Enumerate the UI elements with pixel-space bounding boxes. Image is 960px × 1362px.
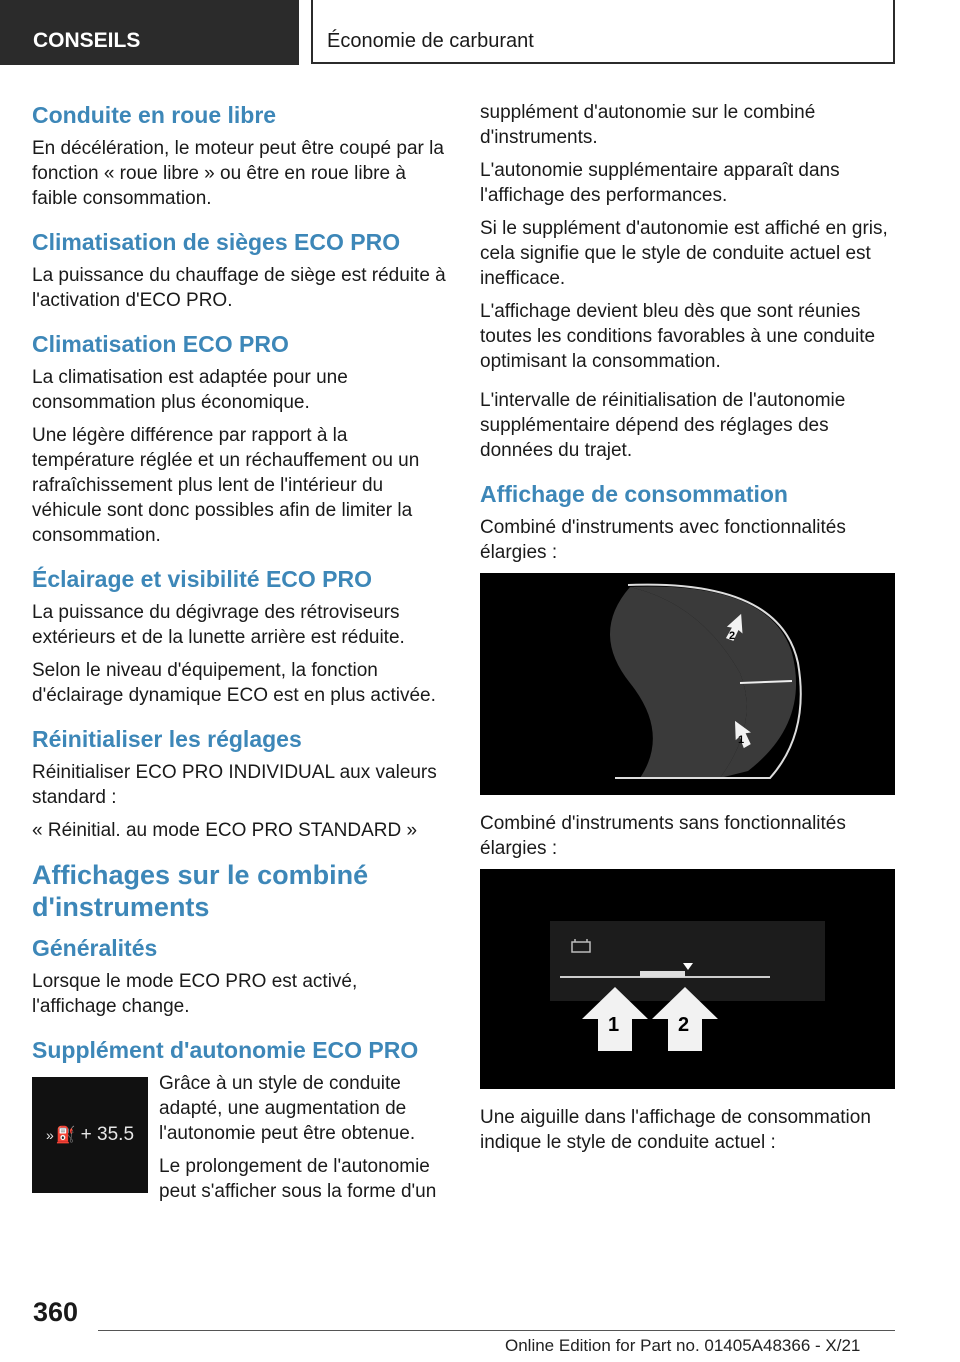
- heading-clim: Climatisation ECO PRO: [32, 331, 289, 357]
- range-bonus-image: [32, 1077, 148, 1193]
- footer-edition: Online Edition for Part no. 01405A48366 - X/21: [505, 1336, 861, 1355]
- section-supplement: [32, 1035, 446, 1212]
- header-chapter-tab: [311, 0, 895, 64]
- text-clim-2: Une légère différence par rapport à la température réglée et un réchauffement ou un rafraîchissement plus lent de l'intérieur du véhicule sont donc possibles afin de limiter la consommation.: [32, 425, 420, 546]
- text-right-4: L'affichage devient bleu dès que sont réunies toutes les conditions favorables à une conduite optimisant la consommation.: [480, 301, 876, 372]
- header-section-label: CONSEILS: [33, 29, 141, 52]
- range-bonus-value: + 35.5: [80, 1124, 135, 1145]
- chevron-right-icon: »: [45, 1127, 54, 1143]
- text-eclairage-2: Selon le niveau d'équipement, la fonction d'éclairage dynamique ECO est en plus activée.: [32, 660, 436, 706]
- text-generalites: Lorsque le mode ECO PRO est activé, l'affichage change.: [32, 971, 358, 1017]
- marker-label-1: 1: [738, 734, 745, 746]
- heading-reinit: Réinitialiser les réglages: [32, 726, 302, 752]
- heading-supplement: Supplément d'autonomie ECO PRO: [32, 1037, 419, 1063]
- fuel-pump-icon: ⛽: [55, 1127, 76, 1144]
- text-eclairage-1: La puissance du dégivrage des rétroviseurs extérieurs et de la lunette arrière est réduite.: [32, 602, 405, 648]
- text-right-3: Si le supplément d'autonomie est affiché en gris, cela signifie que le style de conduite actuel est inefficace.: [480, 218, 888, 289]
- heading-generalites: Généralités: [32, 935, 158, 961]
- caption-fig2: Combiné d'instruments sans fonctionnalités élargies :: [480, 813, 846, 859]
- supplement-text: [159, 1071, 446, 1212]
- text-reinit-2: « Réinitial. au mode ECO PRO STANDARD »: [32, 820, 418, 841]
- marker-label-1: 1: [608, 1014, 620, 1036]
- text-sieges: La puissance du chauffage de siège est réduite à l'activation d'ECO PRO.: [32, 265, 446, 311]
- section-reinit: [32, 724, 446, 843]
- section-sieges: [32, 227, 446, 313]
- page-number: 360: [33, 1297, 79, 1327]
- left-column: [32, 100, 446, 1212]
- marker-label-2: 2: [729, 630, 736, 642]
- supplement-row: [32, 1071, 446, 1212]
- caption-fig3: Une aiguille dans l'affichage de consommation indique le style de conduite actuel :: [480, 1107, 871, 1153]
- figure-standard-cluster: [480, 869, 895, 1089]
- section-roue-libre: [32, 100, 446, 211]
- caption-fig1: Combiné d'instruments avec fonctionnalités élargies :: [480, 517, 846, 563]
- text-right-5: L'intervalle de réinitialisation de l'autonomie supplémentaire dépend des réglages des données du trajet.: [480, 390, 846, 461]
- text-right-1: supplément d'autonomie sur le combiné d'instruments.: [480, 102, 816, 148]
- text-supplement-1: Grâce à un style de conduite adapté, une augmentation de l'autonomie peut être obtenue.: [159, 1073, 416, 1144]
- heading-affichages: Affichages sur le combiné d'instruments: [32, 860, 369, 922]
- section-generalites: [32, 933, 446, 1019]
- text-clim-1: La climatisation est adaptée pour une consommation plus économique.: [32, 367, 348, 413]
- heading-roue-libre: Conduite en roue libre: [32, 102, 277, 128]
- text-reinit-1: Réinitialiser ECO PRO INDIVIDUAL aux valeurs standard :: [32, 762, 437, 808]
- header-section-tab: [0, 0, 299, 65]
- text-supplement-2: Le prolongement de l'autonomie peut s'afficher sous la forme d'un: [159, 1156, 437, 1202]
- header-chapter-label: Économie de carburant: [327, 30, 534, 52]
- heading-sieges: Climatisation de sièges ECO PRO: [32, 229, 401, 255]
- text-right-2: L'autonomie supplémentaire apparaît dans l'affichage des performances.: [480, 160, 840, 206]
- section-eclairage: [32, 564, 446, 708]
- heading-eclairage: Éclairage et visibilité ECO PRO: [32, 566, 373, 592]
- footer-divider: [98, 1330, 895, 1331]
- figure-extended-cluster: [480, 573, 895, 795]
- section-clim: [32, 329, 446, 548]
- heading-conso: Affichage de consommation: [480, 481, 788, 507]
- marker-label-2: 2: [678, 1014, 690, 1036]
- text-roue-libre: En décélération, le moteur peut être coupé par la fonction « roue libre » ou être en roue libre à faible consommation.: [32, 138, 444, 209]
- right-column: [480, 100, 896, 1163]
